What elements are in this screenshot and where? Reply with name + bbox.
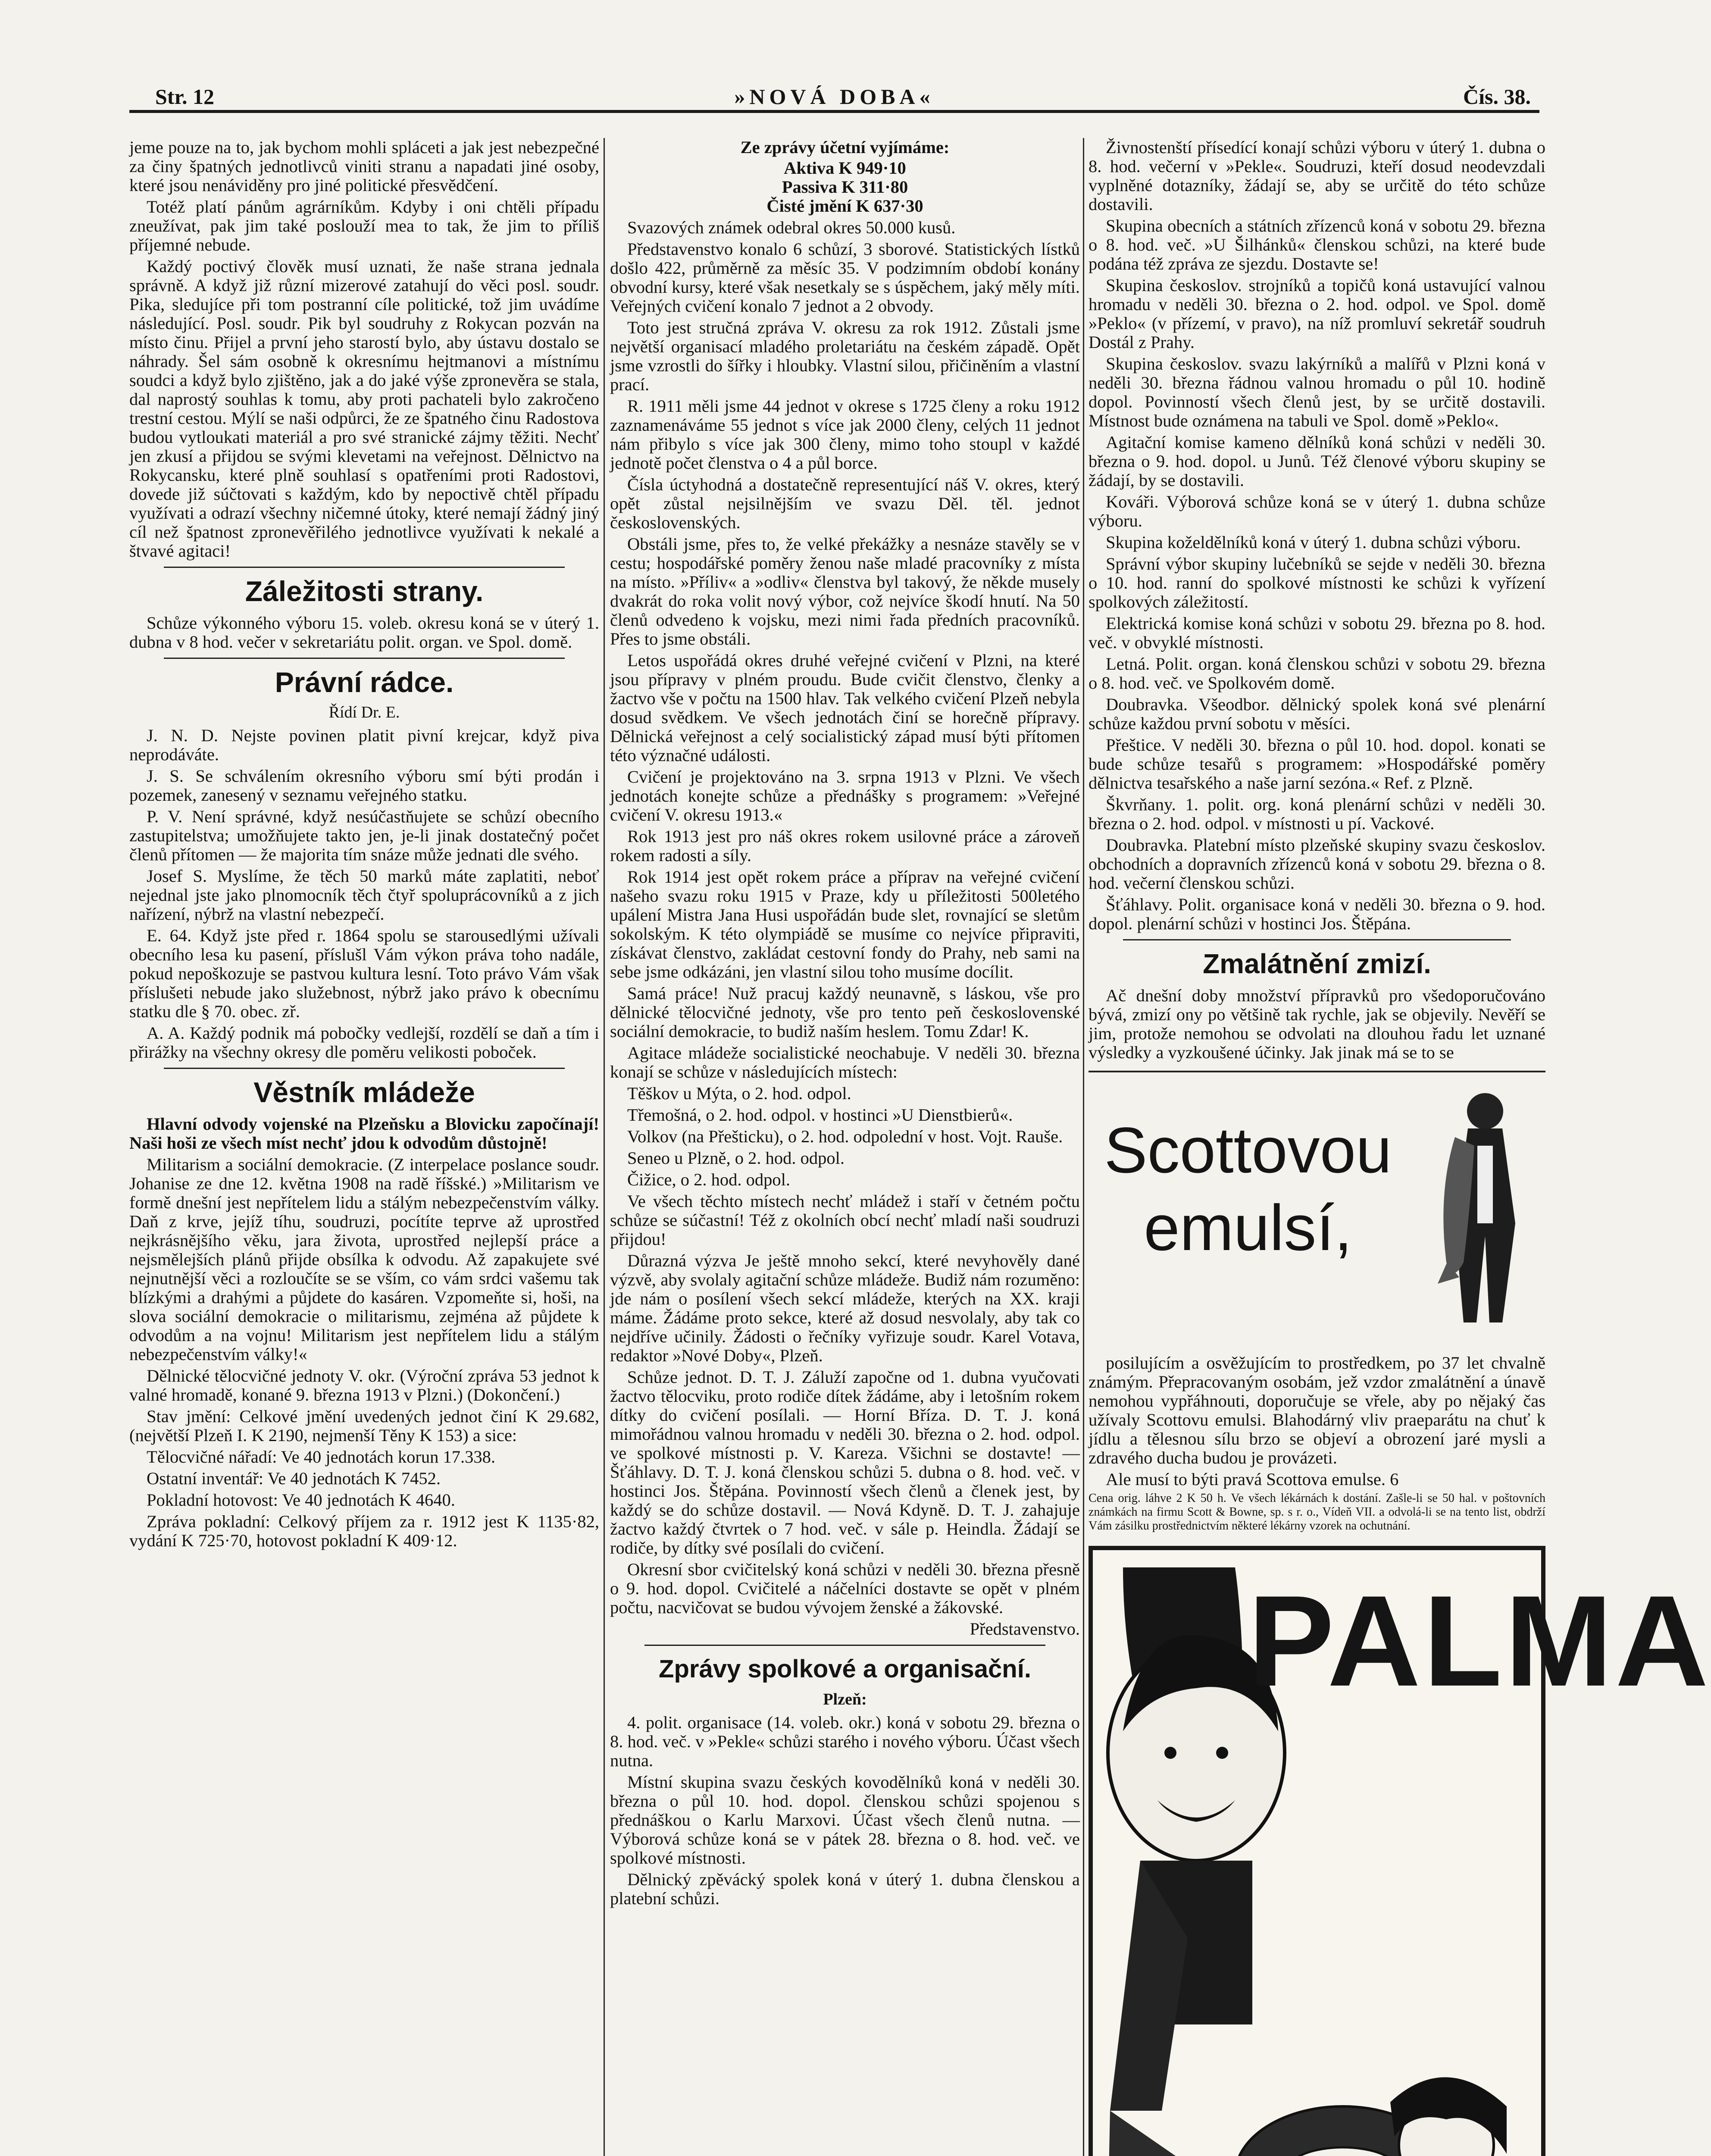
article-paragraph: Rok 1913 jest pro náš okres rokem usilovné práce a zároveň rokem radosti a síly. bbox=[610, 827, 1080, 865]
article-paragraph: R. 1911 měli jsme 44 jednot v okrese s 1725 členy a roku 1912 zaznamenáváme 55 jednot s více jak 2000 členy, celých 11 jednot nám přibylo s více jak 300 členy, mimo toho stoupl v každé jednotě počet členstva o 4 a půl borce. bbox=[610, 396, 1080, 473]
accounts-liabilities: Passiva K 311·80 bbox=[782, 177, 908, 197]
scott-emulsion-ad bbox=[1089, 1071, 1545, 1348]
column-middle bbox=[610, 138, 1080, 2156]
meeting-location: Třemošná, o 2. hod. odpol. v hostinci »U Dienstbierů«. bbox=[627, 1105, 1013, 1125]
fisherman-with-fish-icon bbox=[1429, 1081, 1537, 1340]
page-header bbox=[129, 84, 1539, 113]
article-paragraph: Stav jmění: Celkové jmění uvedených jednot činí K 29.682, (největší Plzeň I. K 2190, nejmenší Těny K 153) a sice: bbox=[129, 1407, 599, 1445]
article-paragraph: Živnostenští přísedící konají schůzi výboru v úterý 1. dubna o 8. hod. večerní v »Pekle«. Soudruzi, kteří dosud neodevzdali vyplněné dotazníky, žádají se, aby se určitě do této schůze dostavili. bbox=[1089, 138, 1545, 214]
divider bbox=[164, 658, 565, 659]
section-place: Plzeň: bbox=[823, 1690, 867, 1708]
article-paragraph: Militarism a sociální demokracie. (Z interpelace poslance soudr. Johanise ze dne 12. května 1908 na radě říšské.) »Militarism ve formě dnešní jest nepřítelem lidu a stálým nebezpečenstvím války. Daň z krve, jejíž tíhu, soudruzi, pocítíte teprve až uprostřed nejkrásnějšího věku, jara života, uprostřed nejlepší práce a nejsmělejších plánů přijde obsílka k odvodu. Až zapakujete své nejnutnější věci a rozloučíte se se vším, co vám srdci vašemu tak blízkými a drahými a půjdete do kasáren. Vzpomeňte si, hoši, na slova sociální demokracie o militarismu, zejména až půjdete k odvodům a na vojnu! Militarism jest nepřítelem lidu a stálým nebezpečenstvím války!« bbox=[129, 1155, 599, 1364]
ad-paragraph: Ale musí to býti pravá Scottova emulse. 6 bbox=[1106, 1470, 1399, 1489]
divider bbox=[164, 1068, 565, 1069]
palma-ad bbox=[1089, 1546, 1711, 2156]
article-paragraph: Doubravka. Všeodbor. dělnický spolek koná své plenární schůze každou první sobotu v měsíci. bbox=[1089, 695, 1545, 733]
article-paragraph: Dělnický zpěvácký spolek koná v úterý 1. dubna členskou a platební schůzi. bbox=[610, 1870, 1080, 1908]
article-paragraph: 4. polit. organisace (14. voleb. okr.) koná v sobotu 29. března o 8. hod. več. v »Pekle« schůzi starého i nového výboru. Účast všech nutna. bbox=[610, 1713, 1080, 1770]
divider bbox=[164, 567, 565, 568]
article-paragraph: Pokladní hotovost: Ve 40 jednotách K 4640. bbox=[147, 1490, 455, 1510]
meeting-location: Seneo u Plzně, o 2. hod. odpol. bbox=[627, 1148, 845, 1168]
article-paragraph: Letos uspořádá okres druhé veřejné cvičení v Plzni, na které jsou přípravy v plném proudu. Bude cvičit členstvo, členky a žactvo vše v počtu na 1500 hlav. Tak velkého cvičení Plzeň nebyla dosud svědkem. Ve všech jednotách činí se horečně přípravy. Dělnická veřejnost a celý socialistický západ musí býti přítomen této význačné události. bbox=[610, 651, 1080, 765]
divider bbox=[644, 1645, 1045, 1646]
article-paragraph: Rok 1914 jest opět rokem práce a příprav na veřejné cvičení našeho svazu roku 1915 v Praze, kdy u příležitosti 500letého upálení Mistra Jana Husi uspořádán bude slet, rovnající se sletům sokolským. K této olympiádě se musíme co nejvíce připraviti, získávat členstvo, zakládat cestovní fondy do Prahy, neb sami na sebe jsme odkázáni, jen vlastní silou toho musíme docílit. bbox=[610, 867, 1080, 981]
ad-brand-text: Scottovou emulsí, bbox=[1104, 1114, 1392, 1264]
accounts-intro: Ze zprávy účetní vyjímáme: bbox=[740, 138, 950, 157]
legal-answer: P. V. Není správné, když nesúčastňujete se schůzí obecního zastupitelstva; umožňujete takto jen, je-li jinak dostatečný počet členů přítomen — že majorita tím snáze může jednati dle svého. bbox=[129, 807, 599, 864]
accounts-table bbox=[610, 159, 1080, 216]
legal-answer: A. A. Každý podnik má pobočky vedlejší, rozdělí se daň a tím i přirážky na všechny okresy dle poměru velikosti poboček. bbox=[129, 1023, 599, 1062]
legal-answer: Josef S. Myslíme, že těch 50 marků máte zaplatiti, neboť nejednal jste jako plnomocník těch čtyř spoluprácovníků a z jich nařízení, nýbrž na vlastní nebezpečí. bbox=[129, 866, 599, 924]
article-paragraph: Cvičení je projektováno na 3. srpna 1913 v Plzni. Ve všech jednotách konejte schůze a přednášky s programem: »Veřejné cvičení V. okresu 1913.« bbox=[610, 767, 1080, 824]
article-paragraph: Letná. Polit. organ. koná členskou schůzi v sobotu 29. března o 8. hod. več. ve Spolkovém domě. bbox=[1089, 654, 1545, 693]
article-paragraph: Představenstvo konalo 6 schůzí, 3 sborové. Statistických lístků došlo 422, průměrně za měsíc 35. V podzimním období konány obvodní kursy, které však nesetkaly se s úspěchem, jaký měly míti. Veřejných cvičení konalo 7 jednot a 2 obvody. bbox=[610, 239, 1080, 316]
article-paragraph: Hlavní odvody vojenské na Plzeňsku a Blovicku započínají! Naši hoši ze všech míst nechť jdou k odvodům důstojně! bbox=[129, 1114, 599, 1153]
ad-brand-name: PALMA bbox=[1248, 1568, 1711, 1713]
article-paragraph: Obstáli jsme, přes to, že velké překážky a nesnáze stavěly se v cestu; hospodářské poměry ženou naše mladé pracovníky z místa na místo. »Příliv« a »odliv« členstva byl takový, že někde musely dvakrát do roka volit nový výbor, což nejvíce škodí hnutí. Na 50 členů odvedeno k vojsku, mezi nimi řada předních pracovníků. Přes to jsme obstáli. bbox=[610, 534, 1080, 649]
article-paragraph: Šťáhlavy. Polit. organisace koná v neděli 30. března o 9. hod. dopol. plenární schůzi v hostinci Jos. Štěpána. bbox=[1089, 895, 1545, 933]
article-paragraph: Čísla úctyhodná a dostatečně representující náš V. okres, který opět zůstal nejsilnějším ve svazu Děl. těl. jednot československých. bbox=[610, 475, 1080, 532]
section-heading-associations: Zprávy spolkové a organisační. bbox=[659, 1655, 1031, 1683]
article-paragraph: Skupina českoslov. strojníků a topičů koná ustavující valnou hromadu v neděli 30. března o 2. hod. odpol. ve Spol. domě »Peklo« (v přízemí, v pravo), na níž promluví sekretář soudruh Dostál z Prahy. bbox=[1089, 276, 1545, 352]
article-paragraph: Místní skupina svazu českých kovodělníků koná v neděli 30. března o půl 10. hod. dopol. členskou schůzi spojenou s přednáškou o Karlu Marxovi. Účast všech členů nutna. — Výborová schůze koná se v pátek 28. března o 8. hod. več. ve spolkové místnosti. bbox=[610, 1772, 1080, 1868]
legal-answer: J. N. D. Nejste povinen platit pivní krejcar, když piva neprodáváte. bbox=[129, 726, 599, 764]
column-rule bbox=[604, 138, 605, 2156]
page-number: Str. 12 bbox=[155, 85, 215, 109]
section-heading-legal: Právní rádce. bbox=[275, 666, 454, 698]
meeting-location: Těškov u Mýta, o 2. hod. odpol. bbox=[627, 1084, 851, 1103]
signature: Představenstvo. bbox=[970, 1619, 1080, 1639]
article-paragraph: Tělocvičné nářadí: Ve 40 jednotách korun 17.338. bbox=[147, 1447, 496, 1467]
column-right bbox=[1089, 138, 1711, 2156]
meeting-location: Čižice, o 2. hod. odpol. bbox=[627, 1170, 790, 1189]
article-paragraph: Agitační komise kameno dělníků koná schůzi v neděli 30. března o 9. hod. dopol. u Junů. Též členové výboru skupiny se žádají, by se dostavili. bbox=[1089, 432, 1545, 490]
article-paragraph: Skupina koželdělníků koná v úterý 1. dubna schůzi výboru. bbox=[1106, 533, 1521, 552]
ad-heading: Zmalátnění zmizí. bbox=[1203, 948, 1431, 979]
article-paragraph: Ve všech těchto místech nechť mládež i staří v četném počtu schůze se súčastní! Též z okolních obcí nechť mladí naši soudruzi přijdou! bbox=[610, 1191, 1080, 1249]
article-paragraph: Agitace mládeže socialistické neochabuje. V neděli 30. března konají se schůze v následujících místech: bbox=[610, 1043, 1080, 1081]
article-paragraph: Skupina obecních a státních zřízenců koná v sobotu 29. března o 8. hod. več. »U Šilhánků« členskou schůzi, na které bude podána též zpráva ze sjezdu. Dostavte se! bbox=[1089, 216, 1545, 273]
article-paragraph: Každý poctivý člověk musí uznati, že naše strana jednala správně. A když již různí mizerové zatahují do věci posl. soudr. Pika, sledujíce při tom postranní cíle politické, tož jim uvádíme následující. Posl. soudr. Pik byl soudruhy z Rokycan pozván na místo činu. Přijel a první jeho starostí bylo, aby ústavu dostalo se náhrady. Šel sám osobně k okresnímu hejtmanovi a místnímu soudci a když bylo zjištěno, jak a do jaké výše zpronevěra se stala, dal naprostý souhlas k tomu, aby proti pachateli bylo zakročeno trestní cestou. Mýlí se naši odpůrci, že ze špatného činu Radostova budou vytloukati materiál a pro své stranické zájmy těžiti. Nechť jen zkusí a přijdou se svými klevetami na veřejnost. Dělnictvo na Rokycansku, které plně souhlasí s opatřeními proti Radostovi, dovede již súčtovati s každým, kdo by nepoctivě chtěl případu využívati a odrazí všechny ničemné útoky, které nemají žádný jiný cíl než špatnost zpronevěřilého jednotlivce využívati k nekalé a štvavé agitaci! bbox=[129, 257, 599, 561]
article-paragraph: Samá práce! Nuž pracuj každý neunavně, s láskou, vše pro dělnické tělocvičné jednoty, vše pro tento peň československé sociální demokracie, to budiž naším heslem. Tomu Zdar! K. bbox=[610, 984, 1080, 1041]
article-paragraph: Správní výbor skupiny lučebníků se sejde v neděli 30. března o 10. hod. ranní do spolkové místnosti ke schůzi k vyřízení spolkových záležitostí. bbox=[1089, 554, 1545, 611]
article-paragraph: Škvrňany. 1. polit. org. koná plenární schůzi v neděli 30. března o 2. hod. odpol. v místnosti u pí. Vackové. bbox=[1089, 795, 1545, 833]
article-paragraph: Přeštice. V neděli 30. března o půl 10. hod. dopol. konati se bude schůze tesařů s programem: »Hospodářské poměry dělnictva tesařského a naše jarní sezóna.« Ref. z Plzně. bbox=[1089, 735, 1545, 793]
section-heading-youth: Věstník mládeže bbox=[253, 1076, 475, 1108]
notice-paragraph: Schůze výkonného výboru 15. voleb. okresu koná se v úterý 1. dubna v 8 hod. večer v sekretariátu polit. organ. ve Spol. domě. bbox=[129, 613, 599, 652]
article-paragraph: Totéž platí pánům agrárníkům. Kdyby i oni chtěli případu zneužívat, pak jim také poslouží mea to tak, že jim to příliš příjemné nebude. bbox=[129, 197, 599, 254]
accounts-assets: Aktiva K 949·10 bbox=[784, 158, 906, 178]
column-left bbox=[129, 138, 599, 2156]
column-rule bbox=[1083, 138, 1084, 2156]
section-heading-party: Záležitosti strany. bbox=[245, 575, 484, 607]
article-paragraph: Toto jest stručná zpráva V. okresu za rok 1912. Zůstali jsme největší organisací mladého proletariátu na českém západě. Opět jsme vzrostli do šířky i hloubky. Vlastní silou, přičiněním a vlastní prací. bbox=[610, 318, 1080, 394]
ad-fine-print: Cena orig. láhve 2 K 50 h. Ve všech lékárnách k dostání. Zašle-li se 50 hal. v poštovních známkách na firmu Scott & Bowne, sp. s r. o., Vídeň VII. a odvolá-li se na tento list, obdrží Vám zásilku prostřednictvím některé lékárny vzorek na ochutnání. bbox=[1089, 1492, 1545, 1532]
article-paragraph: Doubravka. Platební místo plzeňské skupiny svazu českoslov. obchodních a dopravních zřízenců koná v sobotu 29. března o 8. hod. večerní členskou schůzi. bbox=[1089, 835, 1545, 893]
section-byline: Řídí Dr. E. bbox=[328, 703, 400, 721]
ad-paragraph: posilujícím a osvěžujícím to prostředkem, po 37 let chvalně známým. Přepracovaným osobám, jež vzdor zmalátnění a únavě nemohou vypřáhnouti, doporučuje se vřele, aby po nějaký čas užívaly Scottovu emulsi. Blahodárný vliv praeparátu na chuť k jídlu a tělesnou sílu brzo se objeví a obrození jaré mysli a zdravého ducha budou je provázeti. bbox=[1089, 1353, 1545, 1467]
issue-number: Čís. 38. bbox=[1463, 85, 1531, 109]
legal-answer: J. S. Se schválením okresního výboru smí býti prodán i pozemek, zanesený v seznamu veřejného statku. bbox=[129, 766, 599, 805]
article-paragraph: Svazových známek odebral okres 50.000 kusů. bbox=[627, 218, 956, 237]
article-paragraph: Kováři. Výborová schůze koná se v úterý 1. dubna schůze výboru. bbox=[1089, 492, 1545, 530]
meeting-location: Volkov (na Přešticku), o 2. hod. odpolední v host. Vojt. Rauše. bbox=[627, 1127, 1063, 1146]
article-paragraph: Schůze jednot. D. T. J. Záluží započne od 1. dubna vyučovati žactvo tělocviku, proto rodiče dítek žádáme, aby i letošním rokem dítky do cvičení posílali. — Horní Bříza. D. T. J. koná mimořádnou valnou hromadu v neděli 30. března o 2. hod. odpol. ve spolkové místnosti p. V. Kareza. Všichni se dostavte! — Šťáhlavy. D. T. J. koná členskou schůzi 5. dubna o 8. hod. več. v hostinci Jos. Štěpána. Povinností všech členů a členek jest, by každý se do schůze dostavil. — Nová Kdyně. D. T. J. zahajuje žactvo každý čtvrtek o 7 hod. več. v sále p. Heindla. Žádají se rodiče, by dítky své posílali do cvičení. bbox=[610, 1367, 1080, 1557]
accounts-net-worth: Čisté jmění K 637·30 bbox=[766, 196, 923, 216]
article-paragraph: Elektrická komise koná schůzi v sobotu 29. března po 8. hod. več. v obvyklé místnosti. bbox=[1089, 614, 1545, 652]
ad-paragraph: Ač dnešní doby množství přípravků pro všedoporučováno bývá, zmizí ony po většině tak rychle, jak se objevily. Nevěří se jim, protože nemohou se odvolati na dlouhou řadu let uznané výsledky a vyzkoušené účinky. Jak jinak má se to se bbox=[1089, 986, 1545, 1062]
masthead-title: »NOVÁ DOBA« bbox=[734, 85, 935, 109]
article-paragraph: Dělnické tělocvičné jednoty V. okr. (Výroční zpráva 53 jednot k valné hromadě, konané 9. března 1913 v Plzni.) (Dokončení.) bbox=[129, 1366, 599, 1404]
article-paragraph: jeme pouze na to, jak bychom mohli spláceti a jak jest nebezpečné za činy špatných jednotlivců viniti stranu a napadati jiné osoby, které jsou nenáviděny pro jiné politické přesvědčení. bbox=[129, 138, 599, 195]
article-paragraph: Důrazná výzva Je ještě mnoho sekcí, které nevyhověly dané výzvě, aby svolaly agitační schůze mládeže. Budiž nám rozuměno: jde nám o posílení všech sekcí mládeže, kterých na XX. kraji máme. Žádáme proto sekce, které až dosud nesvolaly, aby tak co nejdříve učinily. Žádosti o řečníky vyřizuje soudr. Karel Votava, redaktor »Nové Doby«, Plzeň. bbox=[610, 1251, 1080, 1365]
divider bbox=[1123, 939, 1511, 940]
article-paragraph: Zpráva pokladní: Celkový příjem za r. 1912 jest K 1135·82, vydání K 725·70, hotovost pokladní K 409·12. bbox=[129, 1512, 599, 1550]
article-paragraph: Okresní sbor cvičitelský koná schůzi v neděli 30. března přesně o 9. hod. dopol. Cvičitelé a náčelníci dostavte se opět v plném počtu, nacvičovat se budou vývojem ženské a žákovské. bbox=[610, 1560, 1080, 1617]
legal-answer: E. 64. Když jste před r. 1864 spolu se starousedlými užívali obecního lesa ku pasení, příslušl Vám výkon práva toho nadále, pokud nepoškozuje se pastvou kultura lesní. Toto právo Vám však příslušeti nebude jako služebnost, nýbrž jako právo k obecnímu statku dle § 70. obec. zř. bbox=[129, 926, 599, 1021]
article-paragraph: Ostatní inventář: Ve 40 jednotách K 7452. bbox=[147, 1469, 441, 1488]
article-paragraph: Skupina českoslov. svazu lakýrníků a malířů v Plzni koná v neděli 30. března řádnou valnou hromadu o půl 10. hodině dopol. Povinností všech členů jest, by se určitě dostavili. Místnost bude oznámena na tabuli ve Spol. domě »Peklo«. bbox=[1089, 354, 1545, 430]
